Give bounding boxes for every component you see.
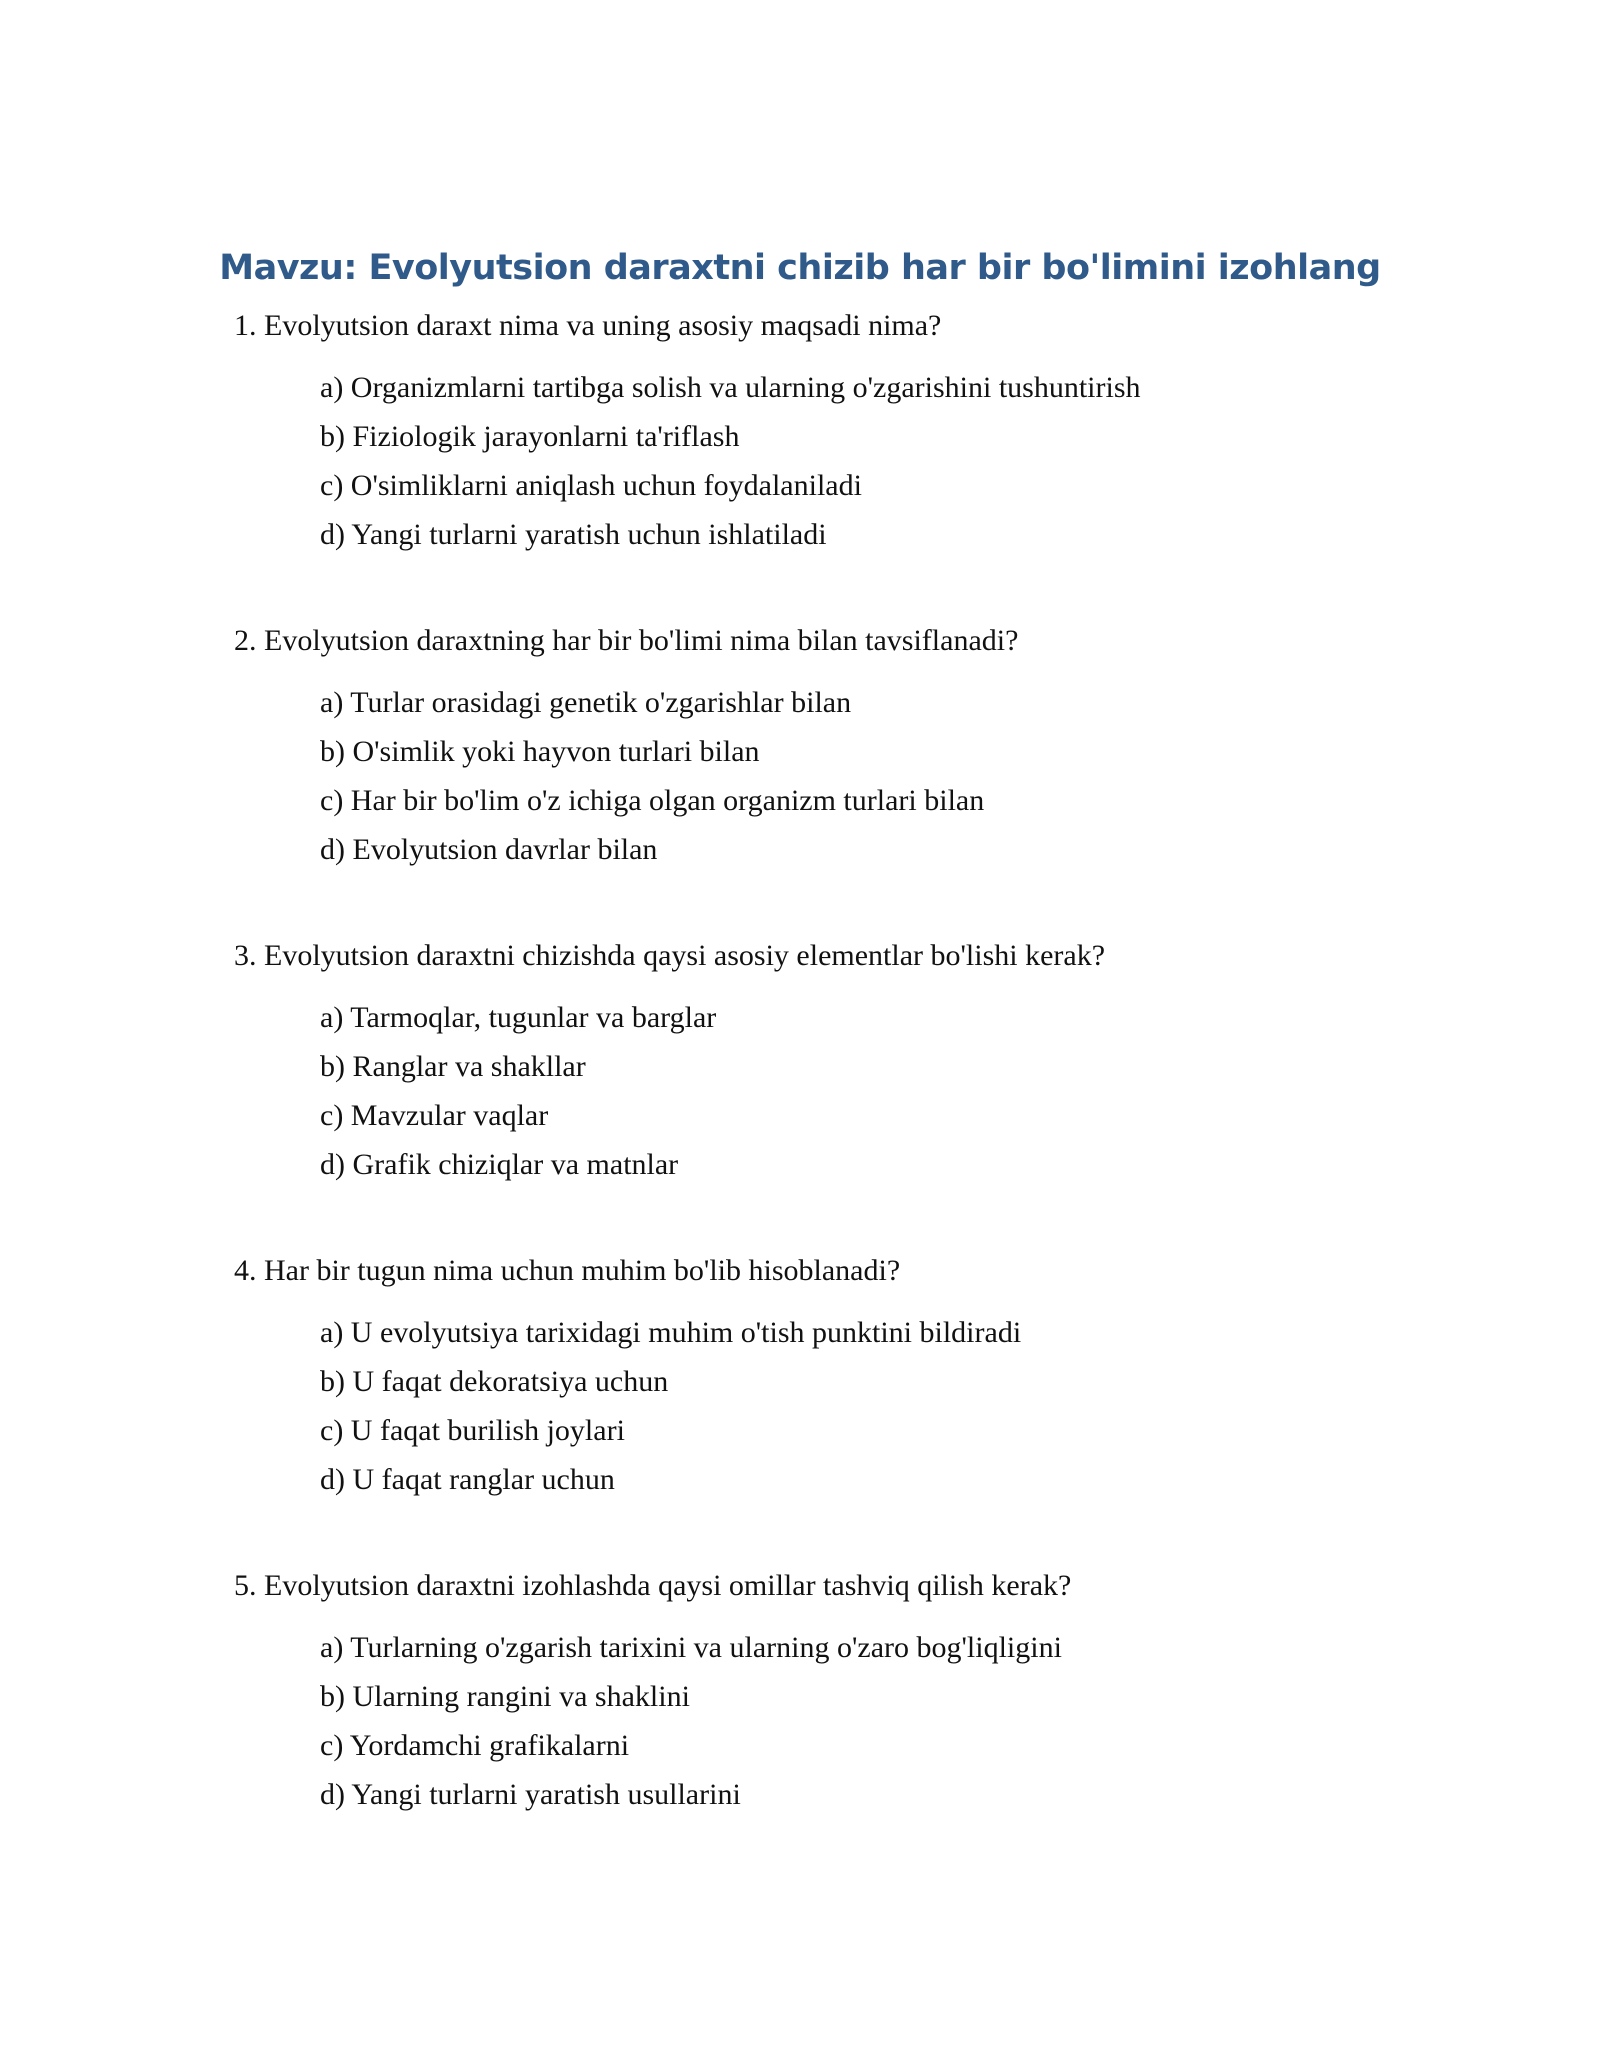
option-a: a) Organizmlarni tartibga solish va ularning o'zgarishini tushuntirish <box>320 371 1141 404</box>
option-c: c) Mavzular vaqlar <box>320 1099 549 1132</box>
page-title: Mavzu: Evolyutsion daraxtni chizib har bir bo'limini izohlang <box>219 248 1381 288</box>
option-d: d) Evolyutsion davrlar bilan <box>320 833 658 866</box>
option-b: b) U faqat dekoratsiya uchun <box>320 1365 669 1398</box>
option-list <box>234 1623 1434 1819</box>
option-list <box>234 993 1434 1189</box>
question-text: 5. Evolyutsion daraxtni izohlashda qaysi omillar tashviq qilish kerak? <box>234 1569 1072 1602</box>
question-1 <box>234 306 1434 559</box>
option-b: b) O'simlik yoki hayvon turlari bilan <box>320 735 760 768</box>
option-c: c) O'simliklarni aniqlash uchun foydalaniladi <box>320 469 862 502</box>
option-d: d) Grafik chiziqlar va matnlar <box>320 1148 679 1181</box>
option-a: a) Turlar orasidagi genetik o'zgarishlar bilan <box>320 686 852 719</box>
option-d: d) Yangi turlarni yaratish usullarini <box>320 1778 741 1811</box>
option-list <box>234 363 1434 559</box>
option-b: b) Ranglar va shakllar <box>320 1050 586 1083</box>
question-4 <box>234 1251 1434 1504</box>
option-a: a) U evolyutsiya tarixidagi muhim o'tish punktini bildiradi <box>320 1316 1022 1349</box>
question-text: 4. Har bir tugun nima uchun muhim bo'lib hisoblanadi? <box>234 1254 901 1287</box>
option-b: b) Ularning rangini va shaklini <box>320 1680 690 1713</box>
option-d: d) U faqat ranglar uchun <box>320 1463 615 1496</box>
question-text: 2. Evolyutsion daraxtning har bir bo'limi nima bilan tavsiflanadi? <box>234 624 1019 657</box>
option-c: c) Yordamchi grafikalarni <box>320 1729 630 1762</box>
question-text: 3. Evolyutsion daraxtni chizishda qaysi asosiy elementlar bo'lishi kerak? <box>234 939 1106 972</box>
option-a: a) Turlarning o'zgarish tarixini va ularning o'zaro bog'liqligini <box>320 1631 1062 1664</box>
option-b: b) Fiziologik jarayonlarni ta'riflash <box>320 420 740 453</box>
question-5 <box>234 1566 1434 1819</box>
option-c: c) Har bir bo'lim o'z ichiga olgan organizm turlari bilan <box>320 784 985 817</box>
option-a: a) Tarmoqlar, tugunlar va barglar <box>320 1001 717 1034</box>
option-list <box>234 678 1434 874</box>
option-d: d) Yangi turlarni yaratish uchun ishlatiladi <box>320 518 827 551</box>
question-list <box>234 306 1434 1881</box>
option-c: c) U faqat burilish joylari <box>320 1414 625 1447</box>
question-2 <box>234 621 1434 874</box>
question-text: 1. Evolyutsion daraxt nima va uning asosiy maqsadi nima? <box>234 309 942 342</box>
question-3 <box>234 936 1434 1189</box>
option-list <box>234 1308 1434 1504</box>
